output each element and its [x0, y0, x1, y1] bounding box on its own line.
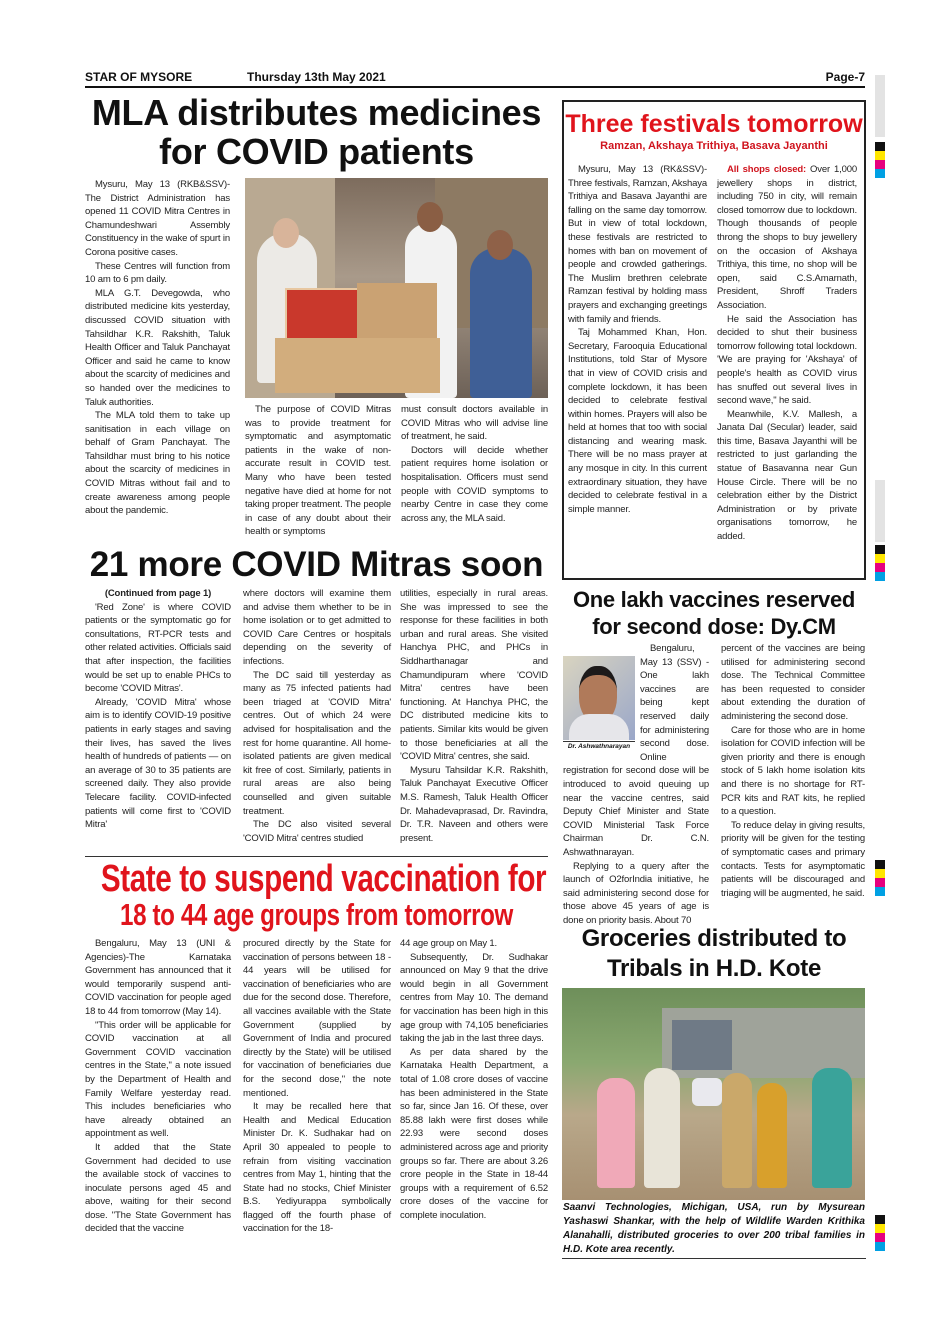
mitras-column-2: [243, 587, 391, 845]
registration-yellow: [875, 151, 885, 160]
dycm-headline-line2: for second dose: Dy.CM: [592, 614, 836, 639]
issue-date: Thursday 13th May 2021: [247, 70, 386, 84]
registration-black: [875, 142, 885, 151]
groceries-headline-line2: Tribals in H.D. Kote: [606, 955, 822, 982]
paragraph: percent of the vaccines are being utilised for administering second dose. The Technical Committee has been requested to consider about extending the duration of administering the second dose.: [721, 643, 865, 722]
paragraph: Mysuru Tahsildar K.R. Rakshith, Taluk Panchayat Executive Officer M.S. Ramesh, Taluk Health Officer Dr. Mahadevaprasad, Dr. Ravindra, Dr. T.R. Naveen and others were present.: [400, 764, 548, 844]
registration-yellow: [875, 554, 885, 563]
festivals-subhead: Ramzan, Akshaya Trithiya, Basava Jayanthi: [600, 140, 828, 152]
registration-cyan: [875, 572, 885, 581]
dycm-column-1: [563, 642, 709, 927]
masthead-rule: [85, 86, 865, 88]
festivals-headline: Three festivals tomorrow: [565, 110, 863, 138]
registration-magenta: [875, 878, 885, 887]
festivals-column-2-body: [717, 313, 857, 544]
groceries-photo-caption: Saanvi Technologies, Michigan, USA, run by Mysurean Yashaswi Shankar, with the help of Wildlife Warden Krithika Alanahalli, distributed groceries to over 200 tribal families in H.D. Kote area recently.: [563, 1202, 865, 1255]
section-divider: [85, 856, 548, 857]
mla-column-1: [85, 178, 230, 518]
registration-magenta: [875, 563, 885, 572]
dycm-headline-line1: One lakh vaccines reserved: [572, 587, 856, 612]
mla-headline-line1: MLA distributes medicines: [91, 92, 542, 133]
caption-rule: [562, 1258, 866, 1259]
registration-black: [875, 860, 885, 869]
vaccination-column-2: [243, 937, 391, 1236]
vaccination-headline-line2: 18 to 44 age groups from tomorrow: [120, 897, 513, 932]
paragraph: It may be recalled here that Health and Medical Education Minister Dr. K. Sudhakar had on April 30 appealed to people to refrain from visiting vaccination centres from May 1, hinting that the State had no stocks, Chief Minister B.S. Yediyurappa symbolically flagged off the fourth phase of vaccination for the 18-: [243, 1101, 391, 1235]
paragraph: Taj Mohammed Khan, Hon. Secretary, Farooquia Educational Institutions, told Star of Mysore that in view of COVID crisis and complete lockdown, it has been decided to celebrate festival within homes. Prayers will also be held at homes that too with social distancing and wearing mask. There will be no mass prayer at any mosque in city. In this current extraordinary situation, they have decided to celebrate festival in a simple manner.: [568, 327, 707, 515]
paragraph: The purpose of COVID Mitras was to provide treatment for symptomatic and asymptomatic patients in the wake of non-accurate result in COVID test. Many who have been tested negative have died at home for not taking proper treatment. The people in case of any doubt about their health or symptoms: [245, 404, 391, 538]
vaccination-column-3: [400, 937, 548, 1222]
paragraph: Care for those who are in home isolation for COVID infection will be given priority and there is enough stock of 5 lakh home isolation kits and there is no shortage for RT-PCR kits and RAT kits, he replied to a question.: [721, 724, 865, 818]
registration-magenta: [875, 1233, 885, 1242]
paragraph: Replying to a query after the launch of O2forIndia initiative, he said administering second dose for those above 45 years of age is done on priority basis. About 70: [563, 860, 709, 926]
registration-yellow: [875, 869, 885, 878]
festivals-column-2: [717, 163, 857, 544]
registration-cyan: [875, 1242, 885, 1251]
registration-magenta: [875, 160, 885, 169]
vaccination-headline-line1: State to suspend vaccination for: [100, 858, 547, 900]
mla-column-3: [401, 403, 548, 525]
mitras-column-1-body: [85, 601, 231, 832]
paragraph: utilities, especially in rural areas. She was impressed to see the response for these facilities in both urban and rural areas. She visited Hanchya PHC, and PHCs in Siddharthanagar and Chamundipuram where 'COVID Mitra' centres have been functioning. At Hanchya PHC, the DC distributed medicine kits to patients. Similar kits would be given to those beneficiaries at all the 'COVID Mitra' centres, she said.: [400, 588, 548, 763]
paragraph: He said the Association has decided to shut their business tomorrow following total lockdown. 'We are praying for 'Akshaya' of people's health as COVID virus has snuffed out several lives in second wave," he said.: [717, 313, 857, 407]
paragraph: The DC also visited several 'COVID Mitra' centres studied: [243, 819, 391, 844]
vaccination-column-1: [85, 937, 231, 1236]
paragraph: Doctors will decide whether patient requires home isolation or hospitalisation. Officers must send people with COVID symptoms to nearby Centre in case they come across any, the MLA said.: [401, 444, 548, 524]
mla-headline: [85, 94, 548, 172]
paragraph: MLA G.T. Devegowda, who distributed medicine kits yesterday, discussed COVID situation with Tahsildhar K.R. Rakshith, Taluk Health Officer and Taluk Panchayat Officer and said he came to know about the scarcity of medicines and so handed over the medicines to Taluk authorities.: [85, 287, 230, 408]
paragraph: procured directly by the State for vaccination of persons between 18 - 44 years will be utilised for vaccination of beneficiaries who are due for the second dose. Therefore, all vaccines available with the State Government (supplied by Government of India and procured directly by the State) will be utilised for vaccination of beneficiaries due for the second dose," the note mentioned.: [243, 938, 391, 1099]
paragraph: The MLA told them to take up sanitisation in each village on behalf of Gram Panchayat. The Tahsildhar must bring to his notice about the scarcity of medicines in COVID Mitras without fail and to create awareness among people about the pandemic.: [85, 410, 230, 517]
paragraph: Mysuru, May 13 (RK&SSV)-Three festivals, Ramzan, Akshaya Trithiya and Basava Jayanthi are falling on the same day tomorrow. But in view of total lockdown, these festivals are restricted to homes with ban on movement of people and crowded gatherings. The Muslim brethren celebrate Ramzan festival by holding mass prayers and exchanging greetings with family and friends.: [568, 164, 707, 325]
paragraph: To reduce delay in giving results, priority will be given for the testing of symptomatic cases and primary contacts. Tests for asymptomatic patients will be discouraged and triaging will be augmented, he said.: [721, 819, 865, 899]
groceries-photo: [562, 988, 865, 1200]
paragraph: must consult doctors available in COVID Mitras who will advise line of treatment, he said.: [401, 404, 548, 443]
mla-column-2: [245, 403, 391, 539]
registration-black: [875, 1215, 885, 1224]
paragraph: 44 age group on May 1.: [400, 938, 498, 949]
festivals-column-1: [568, 163, 707, 516]
shops-closed-text: Over 1,000 jewellery shops in district, including 750 in city, will remain closed tomorrow due to lockdown. Though thousands of people throng the shops to buy jewellery on the occasion of Akshaya Trithiya, this time, no shop will be open, said C.S.Amarnath, President, Shroff Traders Association.: [717, 164, 857, 311]
registration-cyan: [875, 169, 885, 178]
page-number: Page-7: [825, 70, 865, 84]
mla-headline-line2: for COVID patients: [159, 130, 474, 172]
dycm-headline: [562, 586, 866, 640]
paragraph: Mysuru, May 13 (RKB&SSV)-The District Administration has opened 11 COVID Mitra Centres in Chamundeshwari Assembly Constituency in the wake of spurt in Corona positive cases.: [85, 179, 230, 258]
continued-note: (Continued from page 1): [104, 588, 212, 599]
dycm-portrait: [563, 656, 635, 754]
paragraph: 'Red Zone' is where COVID patients or the symptomatic go for consultations, RT-PCR tests and other related activities. Officials said that after inspection, the facilities would be set up to enable PHCs to become 'COVID Mitras'.: [85, 601, 231, 695]
paragraph: "This order will be applicable for COVID vaccination at all Government COVID vaccination centres in the State," a note issued by the Department of Health and Family Welfare yesterday read. This includes beneficiaries who have already obtained an appointment as well.: [85, 1019, 231, 1140]
paragraph: where doctors will examine them and advise them whether to be in home isolation or to get admitted to COVID Care Centres or hospitals depending on the severity of infections.: [243, 588, 391, 667]
paragraph: Subsequently, Dr. Sudhakar announced on May 9 that the drive would begin in all Government centres from May 10. The demand for vaccination has been high in this age group with 74,105 beneficiaries taking the jab in the last three days.: [400, 951, 548, 1045]
registration-grey-bar: [875, 480, 885, 542]
newspaper-name: STAR OF MYSORE: [85, 70, 193, 84]
paragraph: These Centres will function from 10 am to 6 pm daily.: [85, 260, 230, 286]
registration-grey-bar: [875, 75, 885, 137]
shops-closed-lead: All shops closed:: [727, 164, 807, 175]
registration-black: [875, 545, 885, 554]
dycm-column-2: [721, 642, 865, 900]
registration-yellow: [875, 1224, 885, 1233]
paragraph: Bengaluru, May 13 (UNI & Agencies)-The Karnataka Government has announced that it would temporarily suspend anti-COVID vaccination for people aged 18 to 44 from tomorrow (May 14).: [85, 938, 231, 1017]
mitras-column-1: [85, 587, 231, 832]
paragraph: It added that the State Government had decided to use the available stock of vaccines to inoculate persons aged 45 and above, waiting for their second dose. "The State Government has decided that the vaccine: [85, 1141, 231, 1235]
groceries-headline: [562, 924, 866, 984]
paragraph: Already, 'COVID Mitra' whose aim is to identify COVID-19 positive patients in early stages and saving their lives, has saved the lives health of hundreds of patients — on an average of 30 to 35 patients are screened daily. They also provide Telecare facility. COVID-infected patients will come first to 'COVID Mitra': [85, 696, 231, 831]
portrait-caption: Dr. Ashwathnarayan: [563, 741, 635, 751]
mitras-headline: 21 more COVID Mitras soon: [89, 545, 544, 584]
mitras-column-3: [400, 587, 548, 845]
registration-cyan: [875, 887, 885, 896]
groceries-headline-line1: Groceries distributed to: [581, 925, 847, 952]
paragraph: As per data shared by the Karnataka Health Department, a total of 1.08 crore doses of vaccine has been administered in the State so far, since Jan 16. Of these, over 85.88 lakh were first doses while 22.93 were second doses administered across age and priority groups so far. There are about 3.26 crore people in the State in 18-44 groups with a requirement of 6.52 crore doses of the vaccine for complete inoculation.: [400, 1046, 548, 1221]
paragraph: The DC said till yesterday as many as 75 infected patients had been triaged at 'COVID Mitra' centres. Out of which 24 were advised for hospitalisation and the rest for home quarantine. All home-isolated patients are given medical kit free of cost. Similarly, patients in rural areas are also being counselled and given suitable treatment.: [243, 669, 391, 817]
mla-photo: [245, 178, 548, 398]
paragraph: Bengaluru, May 13 (SSV) - One lakh vaccines are being kept reserved daily for administering second dose. Online registration for second dose will be introduced to avoid queuing up near the vaccine centres, said Deputy Chief Minister and State COVID Ministerial Task Force Chairman Dr. C.N. Ashwathnarayan.: [563, 643, 709, 858]
paragraph: Meanwhile, K.V. Mallesh, a Janata Dal (Secular) leader, said this time, Basava Jayanthi will be restricted to just garlanding the statue of Basavanna near Gun House Circle. There will be no celebration either by the District Administration or by private organisations tomorrow, he added.: [717, 408, 857, 543]
